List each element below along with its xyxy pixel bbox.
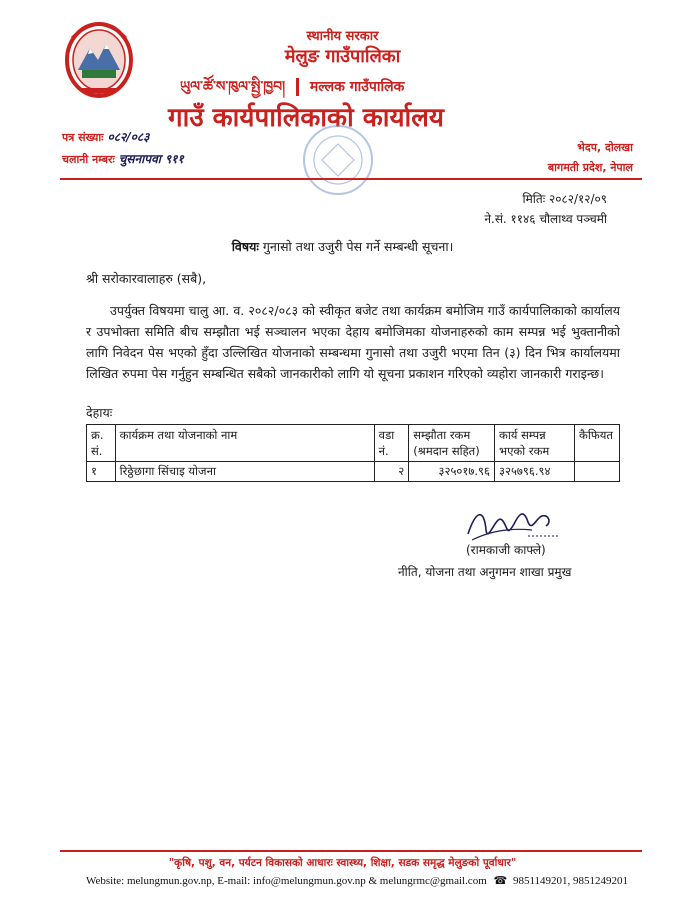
municipality-name-tibetan: ཡུལ་ཚོ་ས་ཁུལ་སྤྱི་ཁྱབ། bbox=[180, 79, 286, 95]
table-row bbox=[87, 462, 620, 482]
cell-remarks bbox=[575, 462, 620, 482]
office-title: गाउँ कार्यपालिकाको कार्यालय bbox=[168, 103, 444, 133]
ref-label: पत्र संख्याः bbox=[62, 131, 104, 144]
handwritten-signature bbox=[462, 500, 562, 546]
salutation: श्री सरोकारवालाहरु (सबै), bbox=[86, 271, 207, 286]
notice-body: उपर्युक्त विषयमा चालु आ. व. २०८२/०८३ को स्वीकृत बजेट तथा कार्यक्रम बमोजिम गाउँ कार्यपालिकाको कार्यालय र उपभोक्ता समिति बीच सम्झौता भई सञ्चालन भएका देहाय बमोजिमका योजनाहरुको काम सम्पन्न भई भुक्तानीको लागि निवेदन पेस भएको हुँदा उल्लिखित योजनाको सम्बन्धमा गुनासो तथा उजुरी भएमा तिन (३) दिन भित्र कार्यालयमा लिखित रुपमा पेस गर्नुहुन सम्बन्धित सबैको जानकारीको लागि यो सूचना प्रकाशन गरिएको व्यहोरा जानकारी गराइन्छ। bbox=[86, 303, 620, 381]
col-sn: क्र. सं. bbox=[87, 425, 116, 462]
dispatch-value: चुसनापवा ९११ bbox=[118, 152, 184, 166]
cell-completed: ३२५७९६.९४ bbox=[494, 462, 574, 482]
contact-phone: 9851149201, 9851249201 bbox=[512, 875, 629, 887]
subject-text: गुनासो तथा उजुरी पेस गर्ने सम्बन्धी सूचना। bbox=[262, 239, 454, 254]
office-stamp-icon bbox=[298, 120, 378, 200]
col-remarks: कैफियत bbox=[575, 425, 620, 462]
dispatch-number bbox=[62, 150, 184, 167]
table-header-row bbox=[87, 425, 620, 462]
cell-agreement: ३२५०१७.९६ bbox=[409, 462, 495, 482]
col-completed: कार्य सम्पन्न भएको रकम bbox=[494, 425, 574, 462]
col-ward: वडा नं. bbox=[374, 425, 409, 462]
office-address-line2: बागमती प्रदेश, नेपाल bbox=[547, 161, 633, 174]
subject-label: विषयः bbox=[231, 239, 259, 254]
signatory-title: नीति, योजना तथा अनुगमन शाखा प्रमुख bbox=[398, 565, 572, 579]
col-name: कार्यक्रम तथा योजनाको नाम bbox=[115, 425, 374, 462]
footer-contact bbox=[86, 874, 628, 887]
municipality-name: मेलुङ गाउँपालिका bbox=[284, 46, 401, 67]
footer-slogan: "कृषि, पशु, वन, पर्यटन विकासको आधारः स्वास्थ्य, शिक्षा, सडक समृद्ध मेलुङको पूर्वाधार" bbox=[168, 857, 517, 869]
cell-name: रिठ्ठेछागा सिंचाइ योजना bbox=[115, 462, 374, 482]
office-address-line1: भेदप, दोलखा bbox=[577, 141, 633, 154]
government-level: स्थानीय सरकार bbox=[306, 29, 379, 44]
project-table bbox=[86, 424, 620, 482]
col-agreement: सम्झौता रकम (श्रमदान सहित) bbox=[409, 425, 495, 462]
divider bbox=[296, 78, 299, 96]
letter-date-nepal-sambat: ने.सं. ११४६ चौलाथ्व पञ्चमी bbox=[484, 212, 607, 226]
cell-ward: २ bbox=[374, 462, 409, 482]
dispatch-label: चलानी नम्बरः bbox=[62, 153, 115, 166]
phone-icon: ☎ bbox=[493, 875, 508, 887]
header-divider bbox=[60, 178, 642, 180]
subject-line bbox=[0, 238, 685, 255]
letter-reference bbox=[62, 128, 149, 145]
cell-sn: १ bbox=[87, 462, 116, 482]
footer-divider bbox=[60, 850, 642, 852]
ref-value: ०८२/०८३ bbox=[107, 130, 150, 144]
contact-web-email: Website: melungmun.gov.np, E-mail: info@melungmun.gov.np & melungrmc@gmail.com bbox=[86, 875, 487, 887]
letter-date: मितिः २०८२/१२/०९ bbox=[522, 192, 607, 206]
municipality-name-newari: मल्लक गाउँपालिक bbox=[309, 79, 405, 95]
signatory-name: (रामकाजी काफ्ले) bbox=[466, 543, 546, 557]
details-label: देहायः bbox=[86, 405, 113, 420]
